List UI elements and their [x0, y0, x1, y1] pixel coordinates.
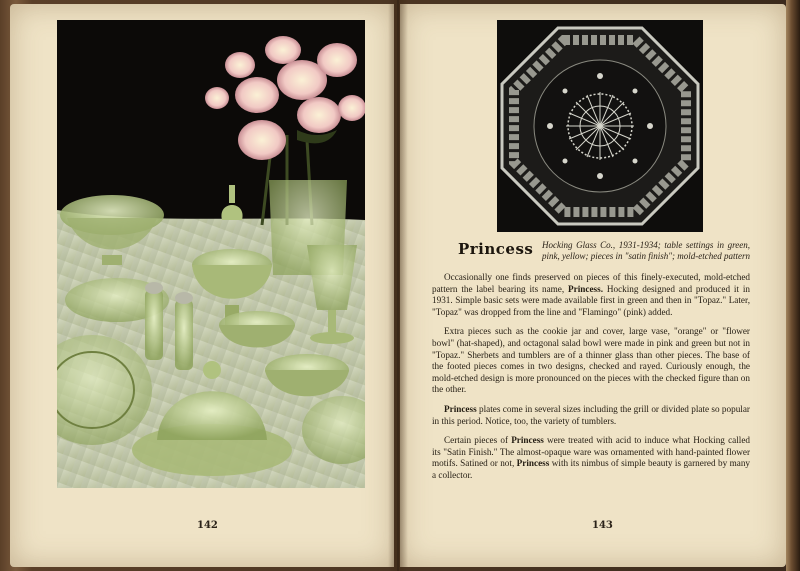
paragraph-3-text: plates come in several sizes including the grill or divided plate so popular in this period. Notice, too, the variety of tumblers. [432, 403, 750, 426]
paragraph-1-text-a: Occasionally one finds preserved on pieces of this finely-executed, mold-etched pattern the label bearing its name, [432, 272, 750, 294]
paragraph-3-bold: Princess [444, 403, 477, 414]
paragraph-4-bold-b: Princess [516, 458, 550, 469]
paragraph-1-bold: Princess. [568, 283, 603, 294]
paragraph-1 [432, 272, 750, 318]
plate-photo [497, 20, 703, 232]
glassware-photo [57, 20, 365, 488]
paragraph-3 [432, 404, 750, 427]
paragraph-4 [432, 435, 750, 481]
page-number-right: 143 [592, 520, 613, 531]
paragraph-4-text-c: with its nimbus of simple beauty is garnered by many a collector. [432, 458, 751, 480]
octagonal-plate-illustration [497, 20, 703, 232]
pattern-caption: Hocking Glass Co., 1931-1934; table settings in green, pink, yellow; pieces in "satin finish"; mold-etched pattern [542, 240, 751, 261]
paragraph-4-text-b: were treated with acid to induce what Hocking called its "Satin Finish." The almost-opaque ware was ornamented with hand-painted flower motifs. Satined or not, [432, 435, 750, 469]
paragraph-2: Extra pieces such as the cookie jar and cover, large vase, "orange" or "flower bowl" (hat-shaped), and octagonal salad bowl were made in pink and green but not in "Topaz." Sherbets and tumblers are of a thinner glass than other pieces. The base of the footed pieces comes in two designs, checked and rayed. Curiously enough, the mold-etched design is more pronounced on the pieces with the checked figure than on the other. [432, 326, 750, 395]
paragraph-4-bold-a: Princess [511, 435, 544, 446]
page-number-left: 142 [197, 520, 218, 531]
article-body [432, 272, 750, 490]
book-gutter [388, 0, 408, 571]
pattern-heading: Princess [458, 240, 534, 258]
glassware-illustration [57, 20, 365, 488]
paragraph-4-text-a: Certain pieces of [444, 435, 512, 446]
book-edge [786, 0, 800, 571]
paragraph-1-text-b: Hocking designed and produced it in 1931. Simple basic sets were made available first in green and then in "Topaz." Later, "Topaz" was dropped from the line and "Flamingo" (pink) added. [432, 283, 751, 317]
